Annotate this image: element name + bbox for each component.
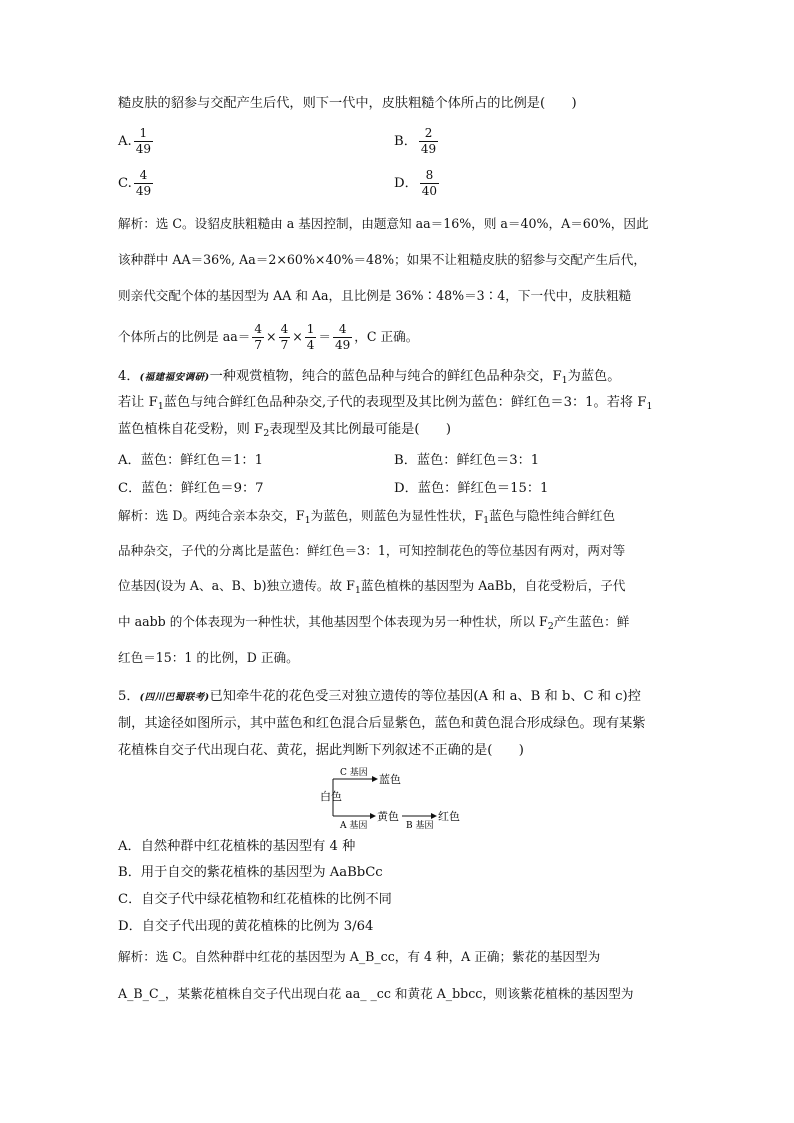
fraction: $\frac{4}{49}$	[135, 168, 152, 198]
q5-option-b[interactable]: B．用于自交的紫花植株的基因型为 AaBbCc	[118, 865, 383, 880]
q5-analysis-line-2: A_B_C_，某紫花植株自交子代出现白花 aa_ _cc 和黄花 A_bbcc，则该紫花植株的基因型为	[118, 986, 634, 1001]
q4-analysis-line-3: 位基因(设为 A、a、B、b)独立遗传。故 $F_1$蓝色植株的基因型为 AaBb，自花受粉后，子代	[118, 578, 626, 596]
q4-stem-line-2: 若让 $F_1$蓝色与纯合鲜红色品种杂交,子代的表现型及其比例为蓝色：鲜红色＝3：1。若将 $F_1$	[118, 395, 653, 412]
c-gene-label: C 基因	[340, 768, 368, 778]
q3-option-d[interactable]: D． $\frac{8}{40}$	[394, 168, 438, 198]
white-label: 白色	[320, 790, 342, 803]
q3-option-b[interactable]: B． $\frac{2}{49}$	[394, 126, 437, 156]
fraction: $\frac{4}{7}$	[254, 322, 263, 352]
q4-analysis-line-5: 红色＝15：1 的比例，D 正确。	[118, 650, 299, 665]
fraction: $\frac{4}{7}$	[280, 322, 289, 352]
q3-analysis-line-3: 则亲代交配个体的基因型为 AA 和 Aa，且比例是 36%∶48%＝3∶4，下一代中，皮肤粗糙	[118, 288, 632, 303]
q4-stem-line-1: 4．(福建福安调研)一种观赏植物，纯合的蓝色品种与纯合的鲜红色品种杂交，$F_1$为蓝色。	[118, 369, 621, 386]
q5-option-a[interactable]: A．自然种群中红花植株的基因型有 4 种	[118, 839, 356, 854]
red-label: 红色	[438, 810, 460, 823]
q3-analysis-line-4: 个体所占的比例是 aa＝ $\frac{4}{7}$ × $\frac{4}{7}$ × $\frac{1}{4}$ ＝ $\frac{4}{49}$ ，C 正确。	[118, 322, 419, 352]
q4-stem-line-3: 蓝色植株自花受粉，则 $F_2$表现型及其比例最可能是( )	[118, 422, 451, 439]
fraction: $\frac{1}{4}$	[306, 322, 315, 352]
blue-label: 蓝色	[379, 773, 401, 786]
q3-option-c[interactable]: C. $\frac{4}{49}$	[118, 168, 152, 198]
q5-stem-line-1: 5．(四川巴蜀联考)已知牵牛花的花色受三对独立遗传的等位基因(A 和 a、B 和 b、C 和 c)控	[118, 689, 641, 704]
a-gene-label: A 基因	[340, 821, 368, 831]
q3-analysis-line-2: 该种群中 AA＝36%, Aa＝2×60%×40%＝48%；如果不让粗糙皮肤的貂参与交配产生后代，	[118, 252, 646, 267]
q5-stem-line-2: 制，其途径如图所示，其中蓝色和红色混合后显紫色，蓝色和黄色混合形成绿色。现有某紫	[118, 716, 646, 731]
q5-source: (四川巴蜀联考)	[139, 692, 210, 703]
yellow-label: 黄色	[377, 810, 399, 823]
fraction: $\frac{8}{40}$	[421, 168, 438, 198]
q4-analysis-line-4: 中 aabb 的个体表现为一种性状，其他基因型个体表现为另一种性状，所以 $F_2$产生蓝色：鲜	[118, 614, 630, 632]
q3-analysis-line-1: 解析：选 C。设貂皮肤粗糙由 a 基因控制，由题意知 aa＝16%，则 a＝40%，A＝60%，因此	[118, 216, 649, 231]
q4-option-a[interactable]: A．蓝色：鲜红色＝1：1	[118, 453, 263, 468]
q5-analysis-line-1: 解析：选 C。自然种群中红花的基因型为 A_B_cc，有 4 种，A 正确；紫花的基因型为	[118, 949, 601, 964]
color-pathway-diagram	[320, 764, 480, 832]
q3-option-a[interactable]: A. $\frac{1}{49}$	[118, 126, 151, 156]
q4-option-c[interactable]: C．蓝色：鲜红色＝9：7	[118, 481, 264, 496]
fraction: $\frac{4}{49}$	[335, 322, 351, 352]
q4-option-d[interactable]: D．蓝色：鲜红色＝15：1	[394, 481, 549, 496]
fraction: $\frac{1}{49}$	[135, 126, 151, 156]
q5-stem-line-3: 花植株自交子代出现白花、黄花，据此判断下列叙述不正确的是( )	[118, 743, 524, 758]
q3-stem: 糙皮肤的貂参与交配产生后代，则下一代中，皮肤粗糙个体所占的比例是( )	[118, 96, 577, 111]
q4-analysis-line-1: 解析：选 D。两纯合亲本杂交，$F_1$为蓝色，则蓝色为显性性状，$F_1$蓝色与隐性纯合鲜红色	[118, 508, 616, 526]
q4-source: (福建福安调研)	[139, 372, 210, 383]
b-gene-label: B 基因	[406, 821, 434, 831]
q5-option-d[interactable]: D．自交子代出现的黄花植株的比例为 3/64	[118, 919, 374, 934]
q4-analysis-line-2: 品种杂交，子代的分离比是蓝色：鲜红色＝3：1，可知控制花色的等位基因有两对，两对等	[118, 543, 626, 558]
q5-option-c[interactable]: C．自交子代中绿花植物和红花植株的比例不同	[118, 892, 392, 907]
q4-option-b[interactable]: B．蓝色：鲜红色＝3：1	[394, 453, 540, 468]
fraction: $\frac{2}{49}$	[420, 126, 437, 156]
